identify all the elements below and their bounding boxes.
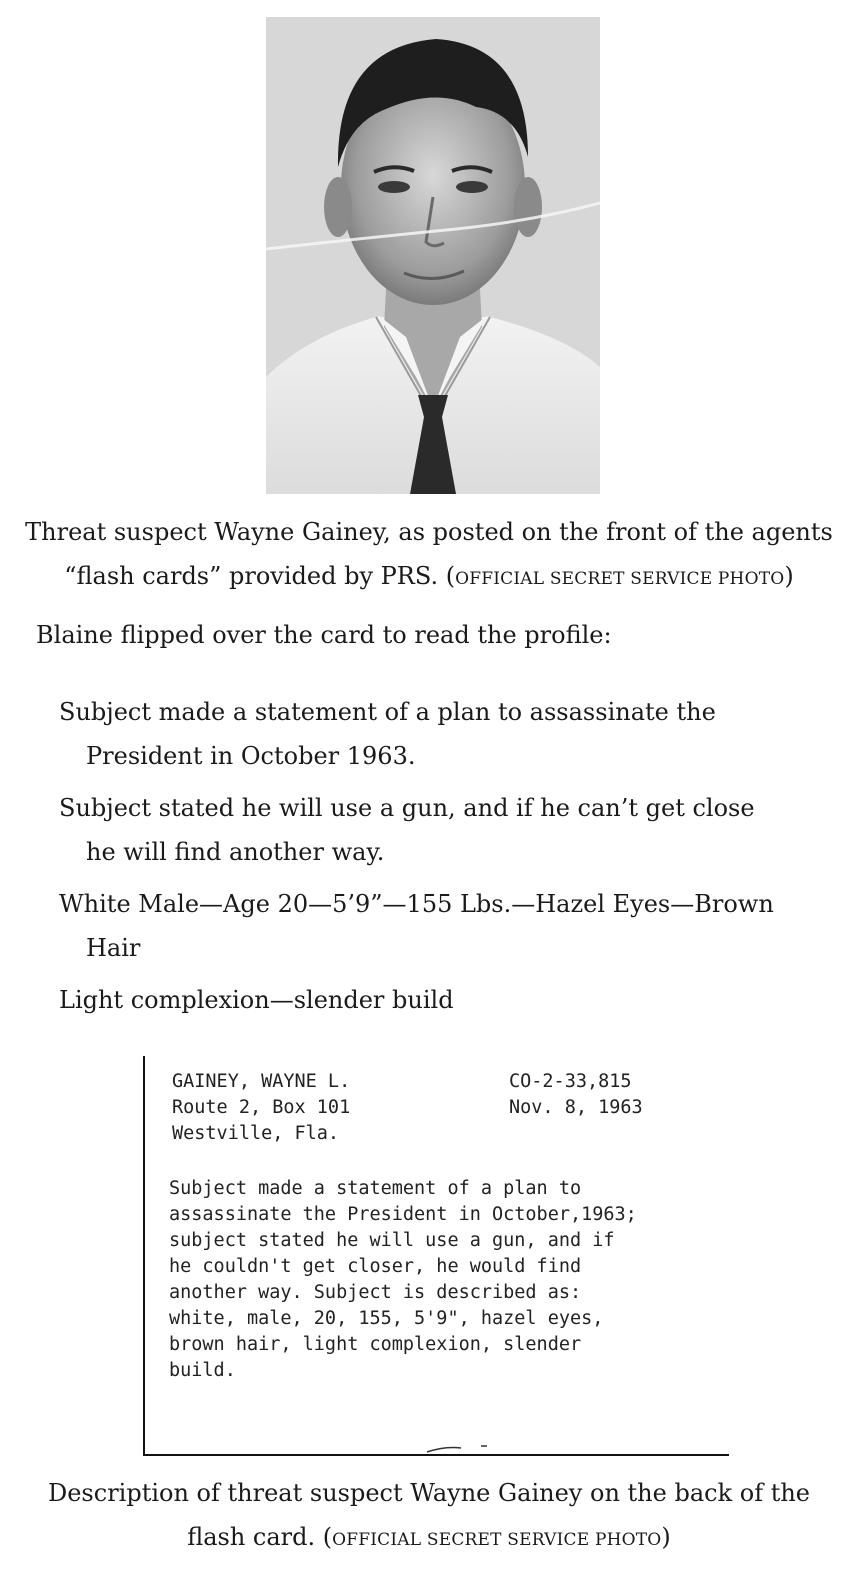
card-date: Nov. 8, 1963 (509, 1097, 643, 1118)
card-body-line: brown hair, light complexion, slender (169, 1334, 582, 1355)
card-body-line: Subject made a statement of a plan to (169, 1178, 582, 1199)
card-body-line: white, male, 20, 155, 5'9", hazel eyes, (169, 1308, 604, 1329)
suspect-photo (266, 17, 600, 494)
photo-caption-text: Threat suspect Wayne Gainey, as posted on the front of the agents “flash cards” provided by PRS. (25, 518, 833, 590)
card-body-line: subject stated he will use a gun, and if (169, 1230, 615, 1251)
pen-mark (425, 1442, 505, 1456)
photo-credit: OFFICIAL SECRET SERVICE PHOTO (455, 569, 785, 589)
card-body-line: build. (169, 1360, 236, 1381)
lead-paragraph: Blaine flipped over the card to read the profile: (36, 621, 612, 649)
card-header-left (172, 1069, 350, 1147)
card-address-line-2: Westville, Fla. (172, 1123, 340, 1144)
card-body (169, 1176, 637, 1384)
flash-card-back (143, 1056, 729, 1456)
profile-item: Light complexion—slender build (59, 986, 454, 1014)
card-file-number: CO-2-33,815 (509, 1071, 632, 1092)
card-body-line: assassinate the President in October,1963; (169, 1204, 637, 1225)
photo-caption: Threat suspect Wayne Gainey, as posted on the front of the agents “flash cards” provided by PRS. (OFFICIAL SECRET SERVICE PHOTO) (25, 518, 833, 590)
card-header-right (509, 1069, 643, 1121)
card-body-line: another way. Subject is described as: (169, 1282, 582, 1303)
profile-quote (59, 690, 779, 1030)
card-address-line-1: Route 2, Box 101 (172, 1097, 351, 1118)
profile-item: Subject made a statement of a plan to assassinate the President in October 1963. (59, 698, 716, 770)
card-name: GAINEY, WAYNE L. (172, 1071, 351, 1092)
card-caption: Description of threat suspect Wayne Gainey on the back of the flash card. (OFFICIAL SECRET SERVICE PHOTO) (47, 1479, 811, 1551)
profile-item: Subject stated he will use a gun, and if he can’t get close he will find another way. (59, 794, 755, 866)
card-credit: OFFICIAL SECRET SERVICE PHOTO (332, 1530, 662, 1550)
portrait-illustration (266, 17, 600, 494)
card-caption-text: Description of threat suspect Wayne Gainey on the back of the flash card. (47, 1479, 811, 1551)
card-body-line: he couldn't get closer, he would find (169, 1256, 582, 1277)
profile-item: White Male—Age 20—5’9”—155 Lbs.—Hazel Eyes—Brown Hair (59, 890, 774, 962)
